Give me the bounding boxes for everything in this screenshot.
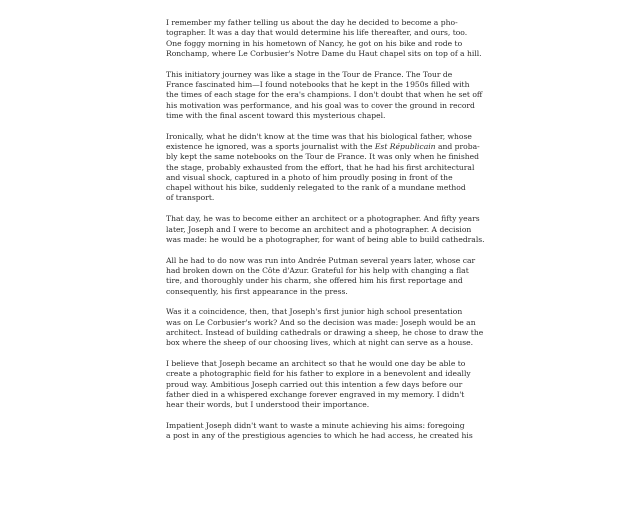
text-line: chapel without his bike, suddenly relegated to the rank of a mundane method: [166, 183, 466, 193]
text-line: was on Le Corbusier's work? And so the decision was made: Joseph would be an: [166, 317, 476, 327]
text-line: and visual shock, captured in a photo of him proudly posing in front of the: [166, 172, 453, 182]
text-line: tire, and thoroughly under his charm, she offered him his first reportage and: [166, 276, 463, 286]
text-line: Ronchamp, where Le Corbusier's Notre Dame du Haut chapel sits on top of a hill.: [166, 48, 482, 58]
text-line: hear their words, but I understood their importance.: [166, 400, 370, 410]
body-text: [166, 18, 485, 452]
text-line: Impatient Joseph didn't want to waste a minute achieving his aims: foregoing: [166, 421, 465, 430]
text-line: was made: he would be a photographer, for want of being able to build cathedrals.: [166, 234, 485, 244]
text-line: had broken down on the Côte d'Azur. Grateful for his help with changing a flat: [166, 265, 469, 275]
text-line: All he had to do now was run into Andrée Putman several years later, whose car: [166, 255, 476, 265]
text-line: This initiatory journey was like a stage in the Tour de France. The Tour de: [166, 69, 453, 79]
paragraph-6: [166, 307, 484, 348]
text-line: One foggy morning in his hometown of Nancy, he got on his bike and rode to: [166, 38, 463, 48]
text-line: France fascinated him—I found notebooks that he kept in the 1950s filled with: [166, 79, 470, 89]
text-line: architect. Instead of building cathedrals or drawing a sheep, he chose to draw the: [166, 327, 484, 337]
text-line: box where the sheep of our choosing lives, which at night can serve as a house.: [166, 338, 474, 348]
text-line: later, Joseph and I were to become an architect and a photographer. A decision: [166, 224, 472, 234]
text-line: consequently, his first appearance in the press.: [166, 286, 348, 296]
text-line: the times of each stage for the era's champions. I don't doubt that when he set off: [166, 90, 483, 100]
text-line: proud way. Ambitious Joseph carried out this intention a few days before our: [166, 379, 463, 389]
text-line: Ironically, what he didn't know at the time was that his biological father, whose: [166, 131, 472, 141]
paragraph-5: [166, 255, 476, 297]
paragraph-1: [166, 18, 482, 59]
text-line: of transport.: [166, 193, 215, 203]
text-line: I remember my father telling us about the day he decided to become a pho-: [166, 18, 458, 27]
paragraph-3: [166, 131, 480, 204]
text-line: Was it a coincidence, then, that Joseph's first junior high school presentation: [166, 307, 463, 317]
text-line: his motivation was performance, and his goal was to cover the ground in record: [166, 100, 475, 110]
text-line-with-title: [166, 141, 480, 152]
text-line: time with the final ascent toward this mysterious chapel.: [166, 110, 386, 120]
text-line: tographer. It was a day that would determine his life thereafter, and ours, too.: [166, 28, 468, 38]
paragraph-7: [166, 359, 471, 410]
text-line-end: and proba-: [435, 141, 480, 151]
text-line: a post in any of the prestigious agencies to which he had access, he created his: [166, 431, 473, 441]
newspaper-title: Est Républicain: [374, 141, 436, 151]
text-line: the stage, probably exhausted from the effort, that he had his first architectural: [166, 162, 475, 172]
paragraph-8: [166, 421, 473, 442]
text-line: father died in a whispered exchange forever engraved in my memory. I didn't: [166, 389, 465, 399]
text-line: That day, he was to become either an architect or a photographer. And fifty years: [166, 214, 480, 224]
paragraph-2: [166, 69, 483, 121]
paragraph-4: [166, 214, 485, 245]
text-line: bly kept the same notebooks on the Tour de France. It was only when he finished: [166, 152, 480, 162]
text-line: create a photographic field for his father to explore in a benevolent and ideally: [166, 369, 471, 379]
text-line: I believe that Joseph became an architect so that he would one day be able to: [166, 359, 466, 369]
text-line-start: existence he ignored, was a sports journalist with the: [166, 141, 375, 151]
